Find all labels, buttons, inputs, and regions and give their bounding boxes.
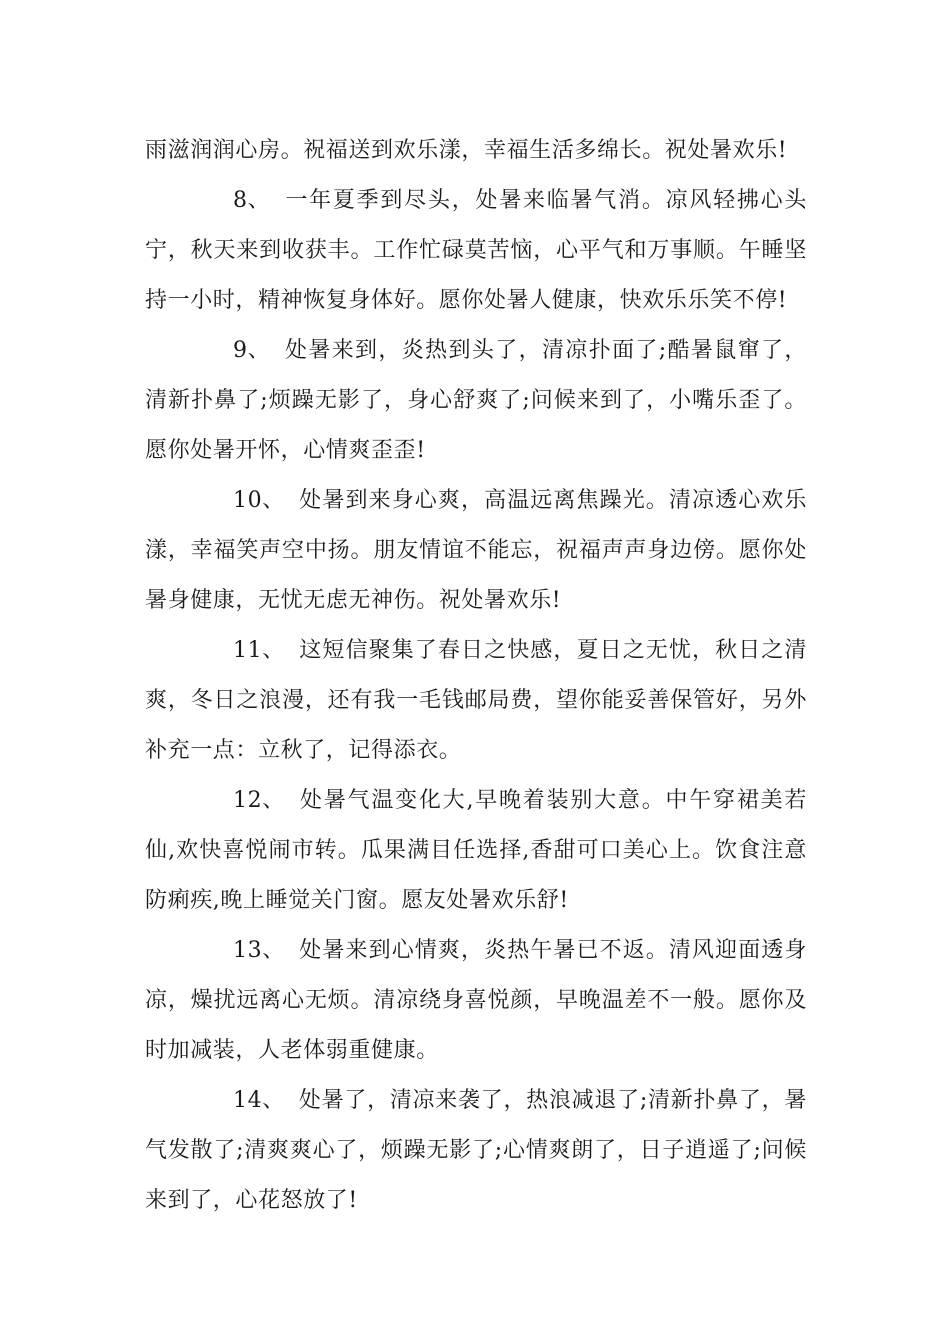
paragraph-text: 这短信聚集了春日之快感，夏日之无忧，秋日之清爽，冬日之浪漫，还有我一毛钱邮局费，望你能妥善保管好，另外补充一点：立秋了，记得添衣。 (145, 638, 807, 763)
paragraph-text: 处暑到来身心爽，高温远离焦躁光。清凉透心欢乐漾，幸福笑声空中扬。朋友情谊不能忘，祝福声声身边傍。愿你处暑身健康，无忧无虑无神伤。祝处暑欢乐! (145, 488, 807, 613)
paragraph-continuation (145, 126, 807, 176)
paragraph-number: 13、 (233, 938, 285, 963)
paragraph-12 (145, 776, 807, 926)
paragraph-number: 12、 (233, 788, 285, 813)
paragraph-10 (145, 476, 807, 626)
paragraph-11 (145, 626, 807, 776)
paragraph-text: 一年夏季到尽头，处暑来临暑气消。凉风轻拂心头宁，秋天来到收获丰。工作忙碌莫苦恼，心平气和万事顺。午睡坚持一小时，精神恢复身体好。愿你处暑人健康，快欢乐乐笑不停! (145, 188, 807, 313)
paragraph-text: 处暑了，清凉来袭了，热浪减退了;清新扑鼻了，暑气发散了;清爽爽心了，烦躁无影了;心情爽朗了，日子逍遥了;问候来到了，心花怒放了! (145, 1088, 807, 1213)
paragraph-text: 雨滋润润心房。祝福送到欢乐漾，幸福生活多绵长。祝处暑欢乐! (145, 138, 788, 163)
paragraph-14 (145, 1076, 807, 1226)
paragraph-number: 11、 (233, 638, 285, 663)
paragraph-text: 处暑气温变化大,早晚着装别大意。中午穿裙美若仙,欢快喜悦闹市转。瓜果满目任选择,香甜可口美心上。饮食注意防痢疾,晚上睡觉关门窗。愿友处暑欢乐舒! (145, 788, 807, 913)
paragraph-number: 14、 (233, 1088, 285, 1113)
document-body (145, 126, 807, 1226)
paragraph-number: 9、 (233, 338, 271, 363)
paragraph-number: 8、 (233, 188, 271, 213)
paragraph-text: 处暑来到，炎热到头了，清凉扑面了;酷暑鼠窜了，清新扑鼻了;烦躁无影了，身心舒爽了;问候来到了，小嘴乐歪了。愿你处暑开怀，心情爽歪歪! (145, 338, 807, 463)
paragraph-9 (145, 326, 807, 476)
paragraph-text: 处暑来到心情爽，炎热午暑已不返。清风迎面透身凉，燥扰远离心无烦。清凉绕身喜悦颜，早晚温差不一般。愿你及时加减装，人老体弱重健康。 (145, 938, 807, 1063)
paragraph-number: 10、 (233, 488, 285, 513)
paragraph-8 (145, 176, 807, 326)
paragraph-13 (145, 926, 807, 1076)
